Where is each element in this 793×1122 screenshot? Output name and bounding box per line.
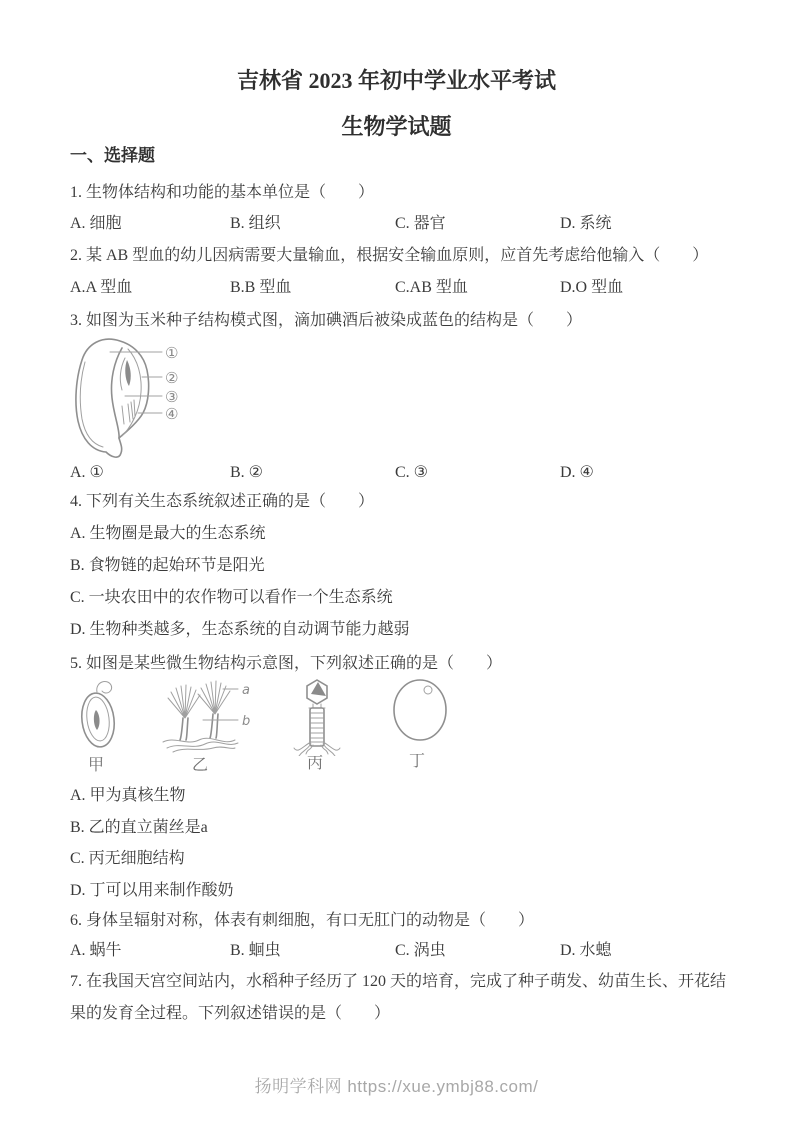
- question-6-option-b: B. 蛔虫: [230, 942, 281, 959]
- organism-label-jia: 甲: [88, 757, 105, 774]
- corn-label-2: ②: [165, 369, 179, 387]
- mold-part-b-label: b: [242, 714, 251, 729]
- question-3-option-d: D. ④: [560, 464, 594, 481]
- question-1-option-d: D. 系统: [560, 215, 612, 232]
- bacterium-drawing: [79, 681, 117, 748]
- question-1-stem: 1. 生物体结构和功能的基本单位是（ ）: [70, 184, 375, 201]
- question-2-stem: 2. 某 AB 型血的幼儿因病需要大量输血，根据安全输血原则，应首先考虑给他输入（ ）: [70, 247, 709, 264]
- question-1-option-a: A. 细胞: [70, 215, 122, 232]
- question-6-option-a: A. 蜗牛: [70, 942, 122, 959]
- question-5-stem: 5. 如图是某些微生物结构示意图，下列叙述正确的是（ ）: [70, 655, 503, 672]
- corn-seed-figure: [70, 336, 210, 458]
- question-1-option-c: C. 器官: [395, 215, 446, 232]
- question-2-options: [70, 278, 726, 298]
- page-subtitle: 生物学试题: [341, 114, 452, 139]
- question-7-stem: 7. 在我国天宫空间站内，水稻种子经历了 120 天的培育，完成了种子萌发、幼苗生长、开花结果的发育全过程。下列叙述错误的是（ ）: [70, 973, 727, 1022]
- organism-label-ding: 丁: [409, 753, 426, 770]
- question-3-option-c: C. ③: [395, 464, 429, 481]
- question-4-option-c: C. 一块农田中的农作物可以看作一个生态系统: [70, 589, 393, 606]
- organism-label-yi: 乙: [192, 757, 209, 774]
- microorganisms-figure: [75, 678, 470, 756]
- question-6-options: [70, 941, 726, 961]
- corn-label-1: ①: [165, 344, 179, 362]
- question-2-option-a: A.A 型血: [70, 279, 133, 296]
- question-3-option-a: A. ①: [70, 464, 104, 481]
- question-4-option-b: B. 食物链的起始环节是阳光: [70, 557, 265, 574]
- question-1-options: [70, 214, 726, 234]
- question-5-option-a: A. 甲为真核生物: [70, 787, 186, 804]
- question-2-option-c: C.AB 型血: [395, 279, 468, 296]
- question-5-option-d: D. 丁可以用来制作酸奶: [70, 882, 234, 899]
- question-4-option-a: A. 生物圈是最大的生态系统: [70, 525, 266, 542]
- question-5-option-b: B. 乙的直立菌丝是a: [70, 819, 208, 836]
- question-1-option-b: B. 组织: [230, 215, 281, 232]
- question-3-options: [70, 463, 726, 483]
- page-title: 吉林省 2023 年初中学业水平考试: [236, 68, 556, 93]
- section-heading: 一、选择题: [70, 146, 155, 165]
- bacteriophage-drawing: [294, 680, 340, 756]
- question-4-option-d: D. 生物种类越多，生态系统的自动调节能力越弱: [70, 621, 410, 638]
- question-4-stem: 4. 下列有关生态系统叙述正确的是（ ）: [70, 493, 375, 510]
- question-5-option-c: C. 丙无细胞结构: [70, 850, 185, 867]
- question-3-stem: 3. 如图为玉米种子结构模式图，滴加碘酒后被染成蓝色的结构是（ ）: [70, 312, 583, 329]
- corn-label-3: ③: [165, 388, 179, 406]
- mold-part-a-label: a: [242, 683, 250, 698]
- watermark-footer: 扬明学科网 https://xue.ymbj88.com/: [254, 1077, 539, 1096]
- question-2-option-d: D.O 型血: [560, 279, 624, 296]
- mold-drawing: [163, 681, 250, 752]
- question-3-option-b: B. ②: [230, 464, 264, 481]
- question-2-option-b: B.B 型血: [230, 279, 292, 296]
- question-6-option-c: C. 涡虫: [395, 942, 446, 959]
- organism-label-bing: 丙: [307, 755, 324, 772]
- question-6-stem: 6. 身体呈辐射对称，体表有刺细胞，有口无肛门的动物是（ ）: [70, 912, 535, 929]
- corn-label-4: ④: [165, 405, 179, 423]
- yeast-drawing: [394, 680, 446, 740]
- question-6-option-d: D. 水螅: [560, 942, 612, 959]
